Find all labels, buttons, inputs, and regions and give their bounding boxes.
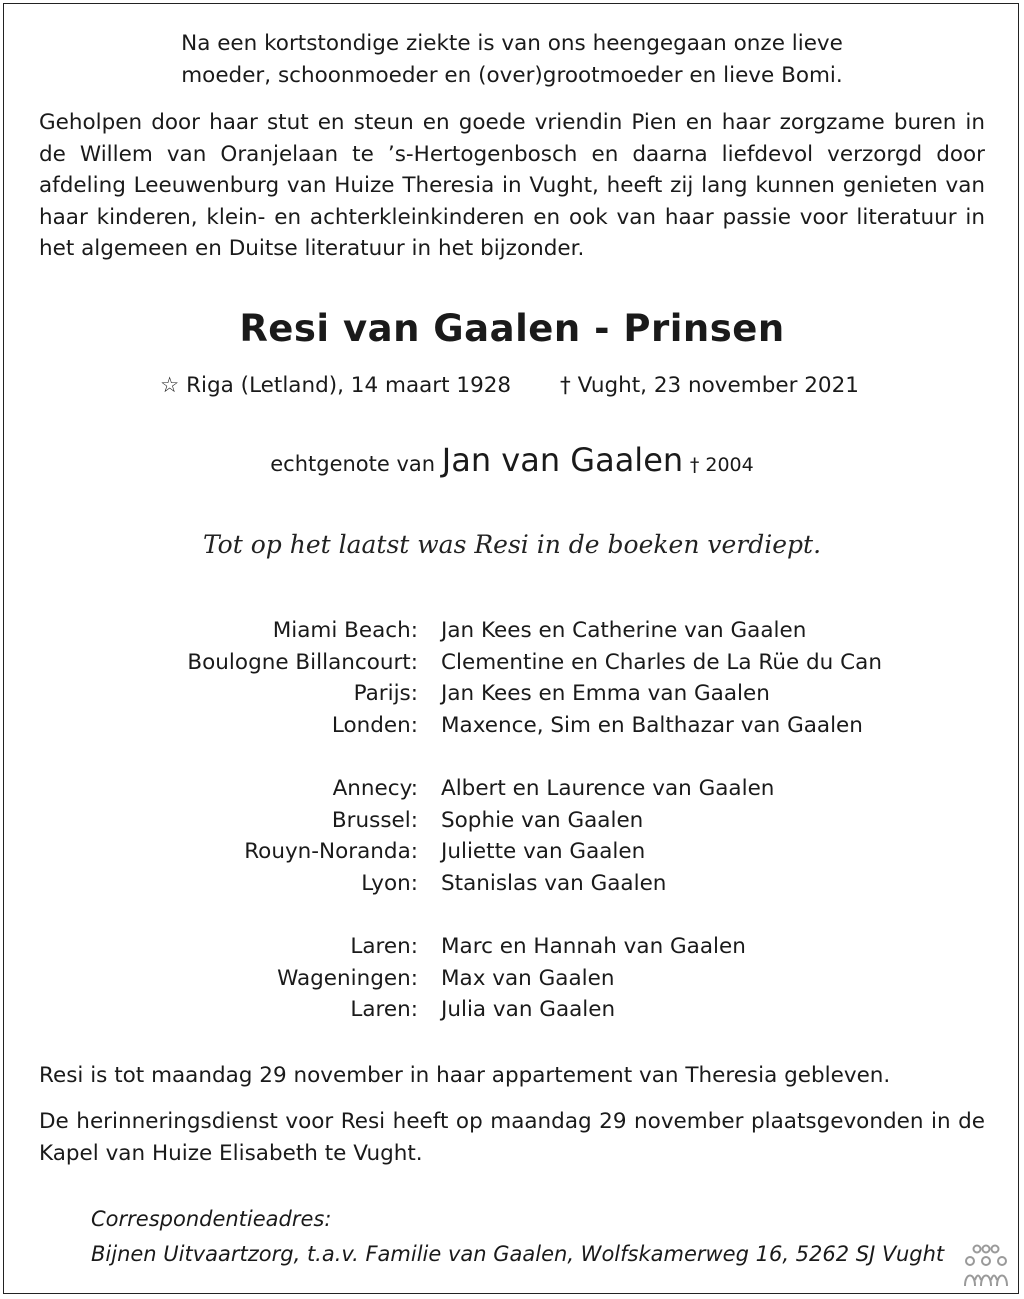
people-group-icon — [962, 1244, 1010, 1288]
family-place: Lyon: — [361, 870, 418, 896]
correspondence-label: Correspondentieadres: — [91, 1207, 332, 1231]
family-place: Miami Beach: — [272, 618, 418, 643]
family-row — [0, 647, 1024, 679]
family-place: Rouyn-Noranda: — [244, 839, 418, 865]
paragraph-tribute: Geholpen door haar stut en steun en goede vriendin Pien en haar zorgzame buren in de Willem van Oranjelaan te ’s-Hertogenbosch en daarna liefdevol verzorgd door afdeling Leeuwenburg van Huize Theresia in Vught, heeft zij lang kunnen genieten van haar kinderen, klein- en achterkleinkinderen en ook van haar passie voor literatuur in het algemeen en Duitse literatuur in het bijzonder. — [39, 110, 985, 261]
family-names: Juliette van Gaalen — [441, 839, 646, 865]
spouse-death-year: † 2004 — [689, 454, 754, 476]
family-row — [0, 931, 1024, 963]
spouse-line — [39, 438, 985, 487]
family-place: Boulogne Billancourt: — [187, 649, 418, 675]
family-place: Brussel: — [331, 807, 418, 833]
family-row — [0, 805, 1024, 837]
deceased-name: Resi van Gaalen - Prinsen — [239, 307, 785, 350]
family-group-gap — [0, 741, 1024, 773]
correspondence-block — [91, 1202, 944, 1272]
family-row — [0, 994, 1024, 1026]
family-row — [0, 836, 1024, 868]
family-place: Londen: — [331, 712, 418, 738]
family-names: Jan Kees en Catherine van Gaalen — [441, 618, 807, 643]
family-list — [0, 615, 1024, 1026]
family-place: Wageningen: — [277, 965, 418, 991]
spouse-prefix: echtgenote van — [270, 452, 436, 476]
family-row — [0, 868, 1024, 900]
family-row — [0, 773, 1024, 805]
family-place: Laren: — [350, 933, 418, 959]
family-place: Annecy: — [332, 775, 418, 801]
family-names: Clementine en Charles de La Rüe du Can — [441, 649, 882, 675]
family-names: Julia van Gaalen — [441, 997, 616, 1023]
family-row — [0, 678, 1024, 710]
spouse-name: Jan van Gaalen — [441, 441, 684, 479]
family-row — [0, 710, 1024, 742]
family-names: Marc en Hannah van Gaalen — [441, 933, 746, 959]
family-names: Sophie van Gaalen — [441, 807, 644, 833]
family-names: Albert en Laurence van Gaalen — [441, 775, 775, 801]
family-row — [0, 615, 1024, 647]
intro-line-1: Na een kortstondige ziekte is van ons heengegaan onze lieve — [181, 31, 843, 56]
birth-info: ☆ Riga (Letland), 14 maart 1928 — [160, 373, 512, 398]
family-names: Jan Kees en Emma van Gaalen — [441, 681, 770, 707]
paragraph-stay: Resi is tot maandag 29 november in haar appartement van Theresia gebleven. — [39, 1063, 891, 1088]
memorial-quote: Tot op het laatst was Resi in de boeken verdiept. — [202, 530, 822, 559]
paragraph-service: De herinneringsdienst voor Resi heeft op maandag 29 november plaatsgevonden in de Kapel van Huize Elisabeth te Vught. — [39, 1109, 985, 1166]
family-place: Parijs: — [353, 681, 418, 707]
family-group-gap — [0, 899, 1024, 931]
family-names: Stanislas van Gaalen — [441, 870, 667, 896]
intro-text — [39, 28, 985, 91]
death-info: † Vught, 23 november 2021 — [560, 373, 859, 398]
family-names: Maxence, Sim en Balthazar van Gaalen — [441, 712, 863, 738]
family-place: Laren: — [350, 997, 418, 1023]
family-names: Max van Gaalen — [441, 965, 615, 991]
family-row — [0, 963, 1024, 995]
intro-line-2: moeder, schoonmoeder en (over)grootmoeder en lieve Bomi. — [181, 62, 843, 88]
correspondence-address: Bijnen Uitvaartzorg, t.a.v. Familie van Gaalen, Wolfskamerweg 16, 5262 SJ Vught — [91, 1242, 945, 1266]
